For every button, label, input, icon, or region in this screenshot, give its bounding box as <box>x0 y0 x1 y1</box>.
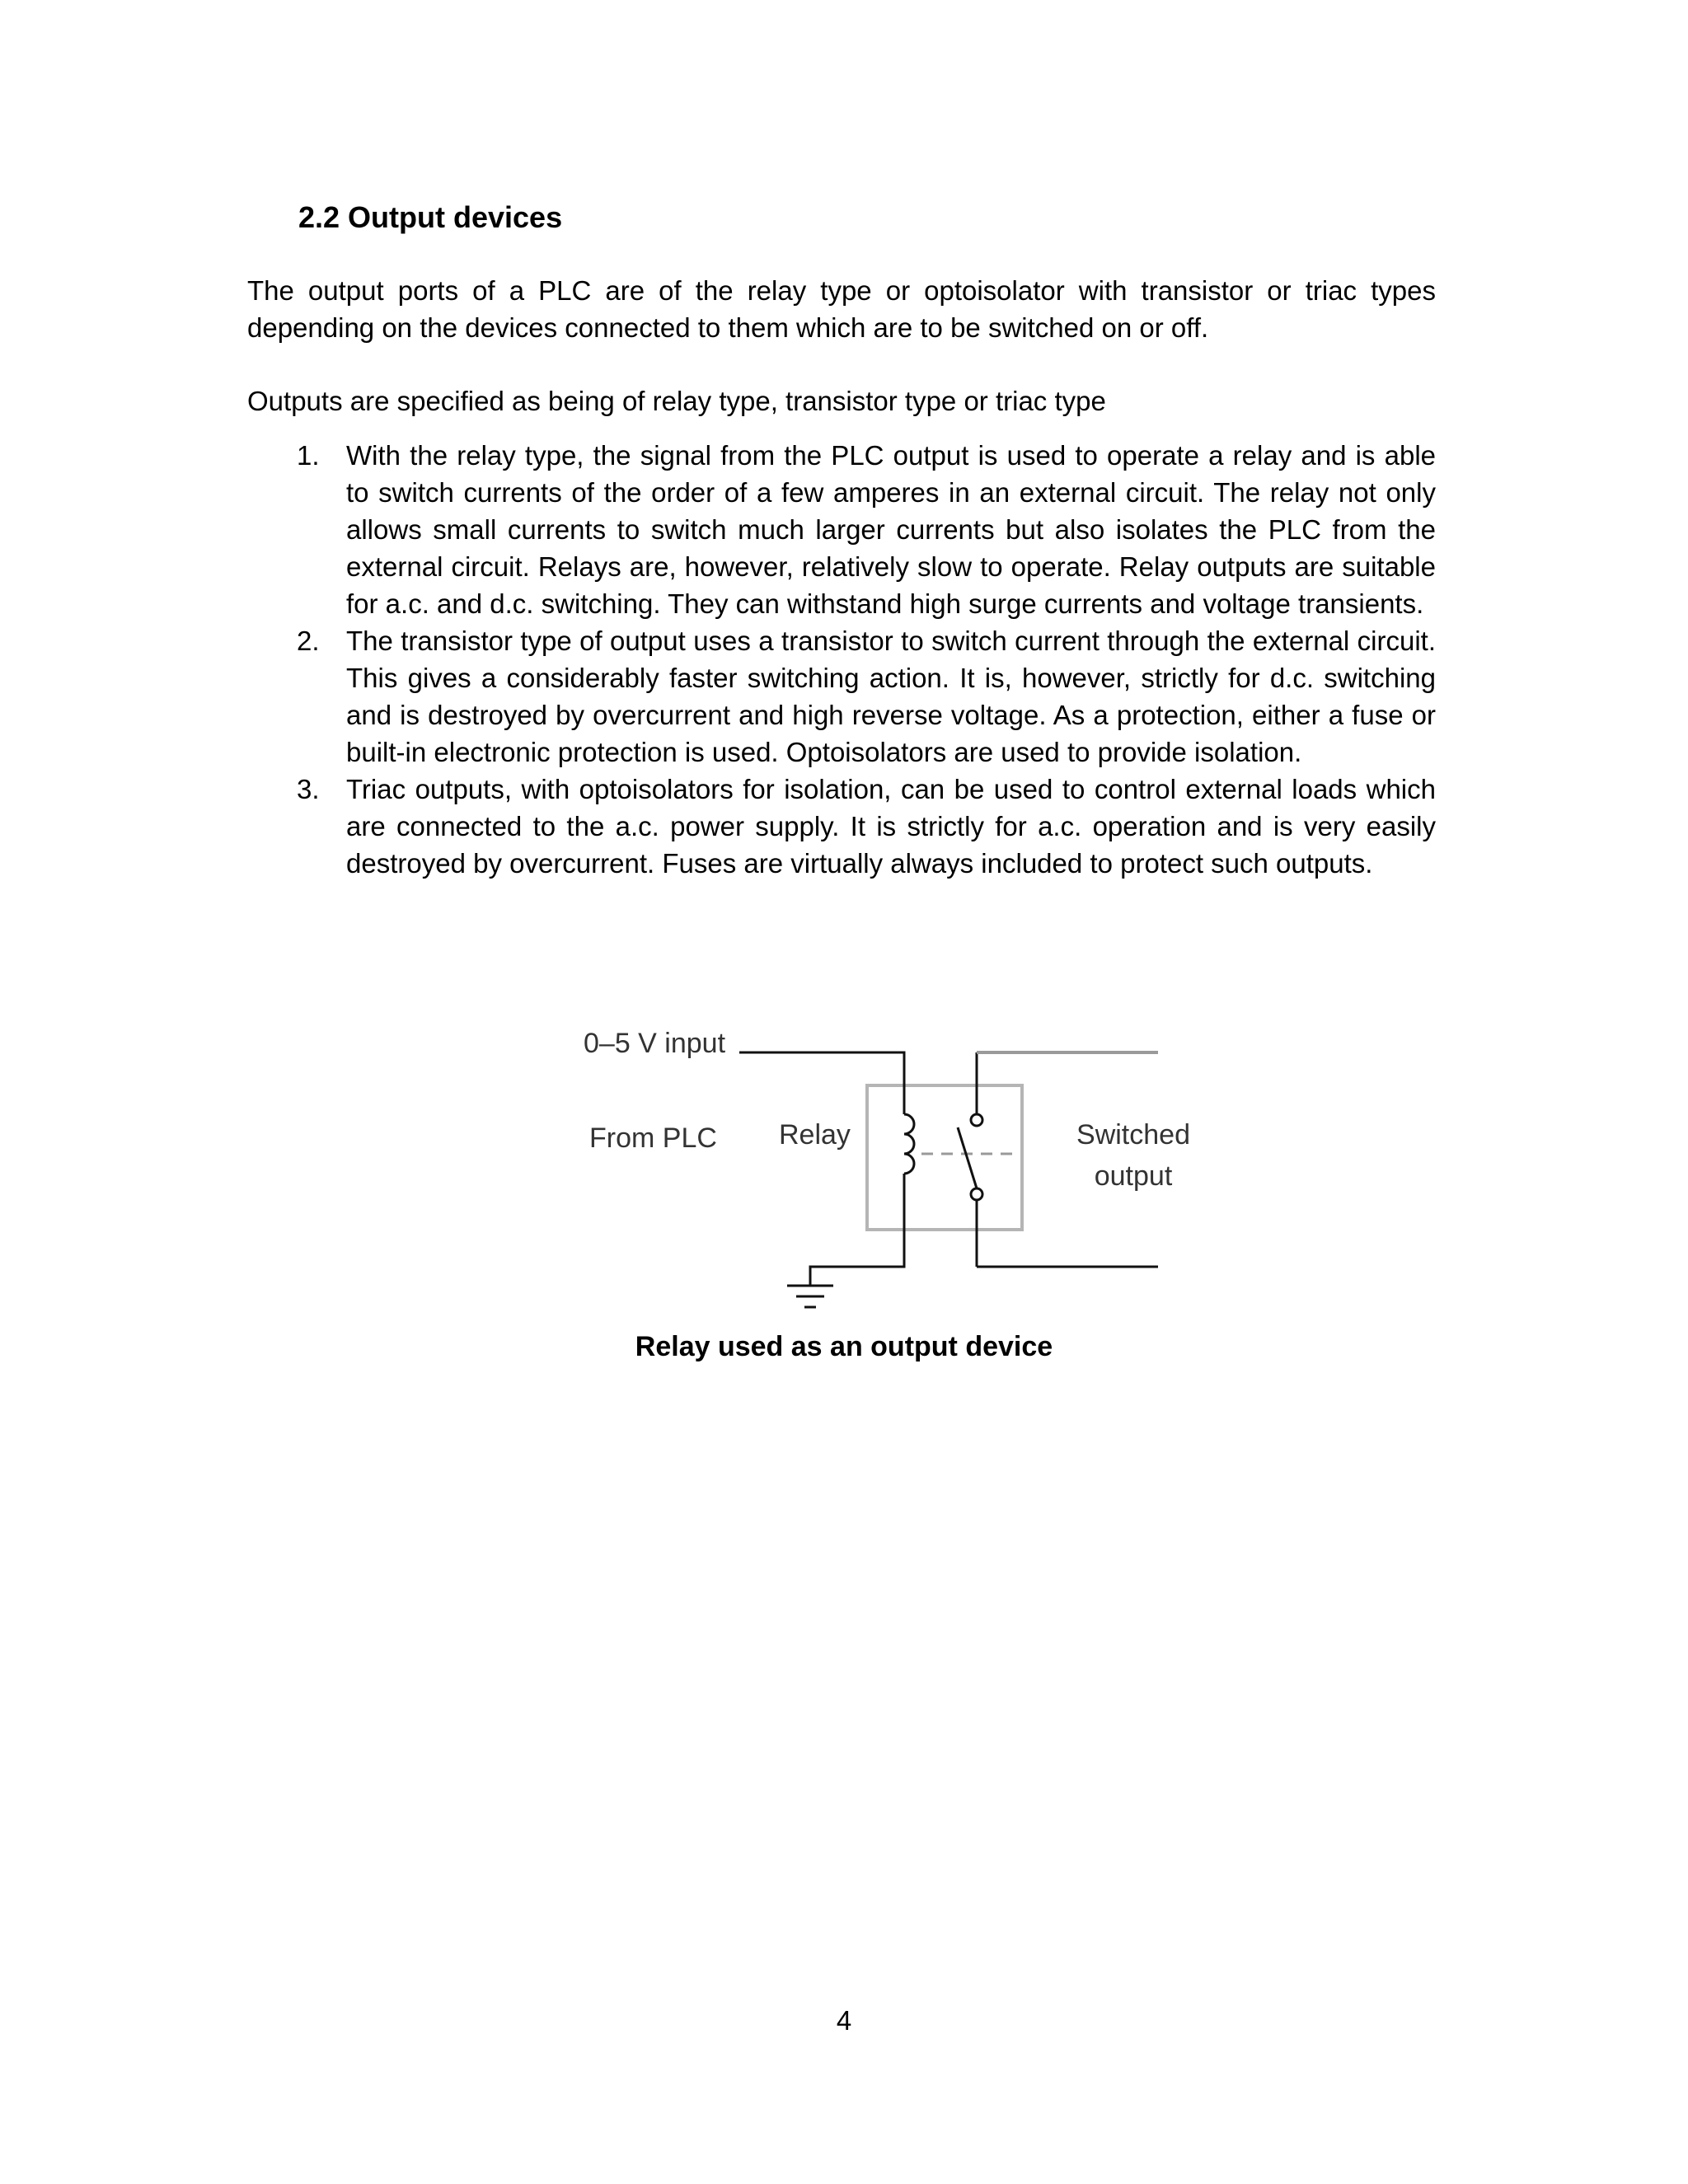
switched-output-label-line2: output <box>1094 1160 1173 1192</box>
section-heading: 2.2 Output devices <box>298 200 563 234</box>
list-item-triac <box>247 771 1436 882</box>
relay-enclosure <box>867 1085 1022 1230</box>
switched-output-label-line1: Switched <box>1076 1119 1190 1151</box>
page-number: 4 <box>836 2005 852 2036</box>
list-item-number: 2. <box>297 626 320 656</box>
list-item-text: With the relay type, the signal from the PLC output is used to operate a relay and is able to switch currents of the order of a few amperes in an external circuit. The relay not only allows small currents to switch much larger currents but also isolates the PLC from the external circuit. Relays are, however, relatively slow to operate. Relay outputs are suitable for a.c. and d.c. switching. They can withstand high surge currents and voltage transients. <box>346 440 1436 619</box>
lower-contact <box>971 1188 982 1200</box>
list-item-number: 3. <box>297 774 320 804</box>
relay-circuit-diagram <box>577 1022 1203 1335</box>
coil-icon <box>904 1114 914 1174</box>
output-types-list <box>247 437 1436 882</box>
source-label: From PLC <box>589 1122 717 1154</box>
list-item-relay <box>247 437 1436 622</box>
input-wire <box>739 1052 904 1114</box>
switch-blade <box>958 1127 977 1188</box>
upper-contact <box>971 1114 982 1126</box>
list-item-transistor <box>247 622 1436 771</box>
figure-caption: Relay used as an output device <box>635 1331 1053 1362</box>
list-item-text: The transistor type of output uses a transistor to switch current through the external circuit. This gives a considerably faster switching action. It is, however, strictly for d.c. switching and is destroyed by overcurrent and high reverse voltage. As a protection, either a fuse or built-in electronic protection is used. Optoisolators are used to provide isolation. <box>346 626 1436 767</box>
intro-paragraph: The output ports of a PLC are of the relay type or optoisolator with transistor or triac types depending on the devices connected to them which are to be switched on or off. <box>247 275 1436 343</box>
list-item-text: Triac outputs, with optoisolators for isolation, can be used to control external loads which are connected to the a.c. power supply. It is strictly for a.c. operation and is very easily destroyed by overcurrent. Fuses are virtually always included to protect such outputs. <box>346 774 1436 879</box>
output-types-paragraph: Outputs are specified as being of relay type, transistor type or triac type <box>247 386 1106 416</box>
input-label: 0–5 V input <box>584 1028 726 1059</box>
relay-label: Relay <box>779 1119 851 1151</box>
list-item-number: 1. <box>297 440 320 471</box>
